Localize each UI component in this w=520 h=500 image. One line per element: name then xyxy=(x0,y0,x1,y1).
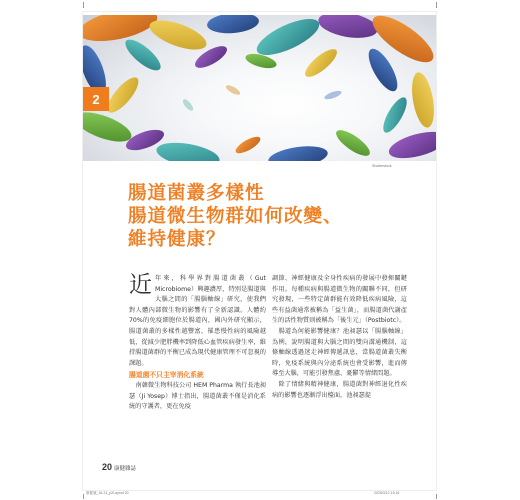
body-paragraph: 調節、神經健康及全身性疾病的發展中發揮關鍵作用。每種疾病與腸道微生物的關聯不同，但研究發現，一些特定菌群能有效降低疾病風險，這些有益菌通常被稱為「益生菌」，而腸道菌代謝產生的活性物質則被稱為「後生元」（Postbiotc）。 xyxy=(272,275,407,325)
magazine-name: 康健雜誌 xyxy=(114,466,137,472)
title-line: 腸道菌叢多樣性 xyxy=(128,183,265,204)
crop-mark xyxy=(83,2,84,8)
page-footer xyxy=(102,462,136,472)
title-line: 維持健康？ xyxy=(128,229,226,250)
page-number: 20 xyxy=(102,462,113,472)
bacteria-illustration xyxy=(83,15,436,161)
article-title xyxy=(128,182,343,251)
section-subheading: 腸道菌不只主宰消化系統 xyxy=(129,371,204,380)
drop-cap: 近 xyxy=(129,272,152,298)
crop-mark xyxy=(83,494,84,499)
intro-paragraph xyxy=(129,274,266,369)
print-slug-right: 2025/3/12 13:16 xyxy=(374,491,400,495)
body-paragraph: 除了情緒與精神健康，腸道菌對神經退化性疾病的影響也逐漸浮出檯面，池昶瑟提 xyxy=(272,380,407,399)
hero-image-bacteria xyxy=(83,15,436,161)
print-slug-left: 康健號_16-21_p2Layout 20 xyxy=(86,491,129,495)
article-column-left xyxy=(129,274,266,413)
photo-credit: Shutterstock xyxy=(372,164,392,168)
body-paragraph: 南韓微生物科技公司 HEM Pharma 執行長池昶瑟（Ji Yosep）博士指出，腸道菌叢不僅是消化系統的守護者，更在免疫 xyxy=(129,381,266,411)
title-line: 腸道微生物群如何改變、 xyxy=(128,206,343,227)
crop-mark xyxy=(436,2,437,8)
article-column-right xyxy=(272,274,407,401)
crop-mark xyxy=(436,494,437,499)
body-paragraph: 腸道為何能影響健康？池昶瑟以「腸腦軸線」為例，說明腸道與大腦之間的雙向溝通機制，這條軸線透過迷走神經傳遞訊息，當腸道菌叢失衡時，免疫系統與內分泌系統也會受影響，進而傳導至大腦，可能引發焦慮、憂鬱等情緒問題。 xyxy=(272,327,407,378)
intro-text: 年來，科學界對腸道菌叢（Gut Microbiome）興趣濃厚，特別是腸道與大腦之間的「腸腦軸線」研究，使我們對人體內部微生物的影響有了全新認識。人體約70%的免疫細胞位於腸道內，國內外研究顯示，腸道菌叢的多樣性越豐富，罹患慢性病的風險越低，從減少肥胖機率到降低心血管疾病發生率，維持腸道菌群的平衡已成為現代健康管理不可忽視的課題。 xyxy=(129,275,266,367)
section-number-badge: 2 xyxy=(83,87,109,111)
